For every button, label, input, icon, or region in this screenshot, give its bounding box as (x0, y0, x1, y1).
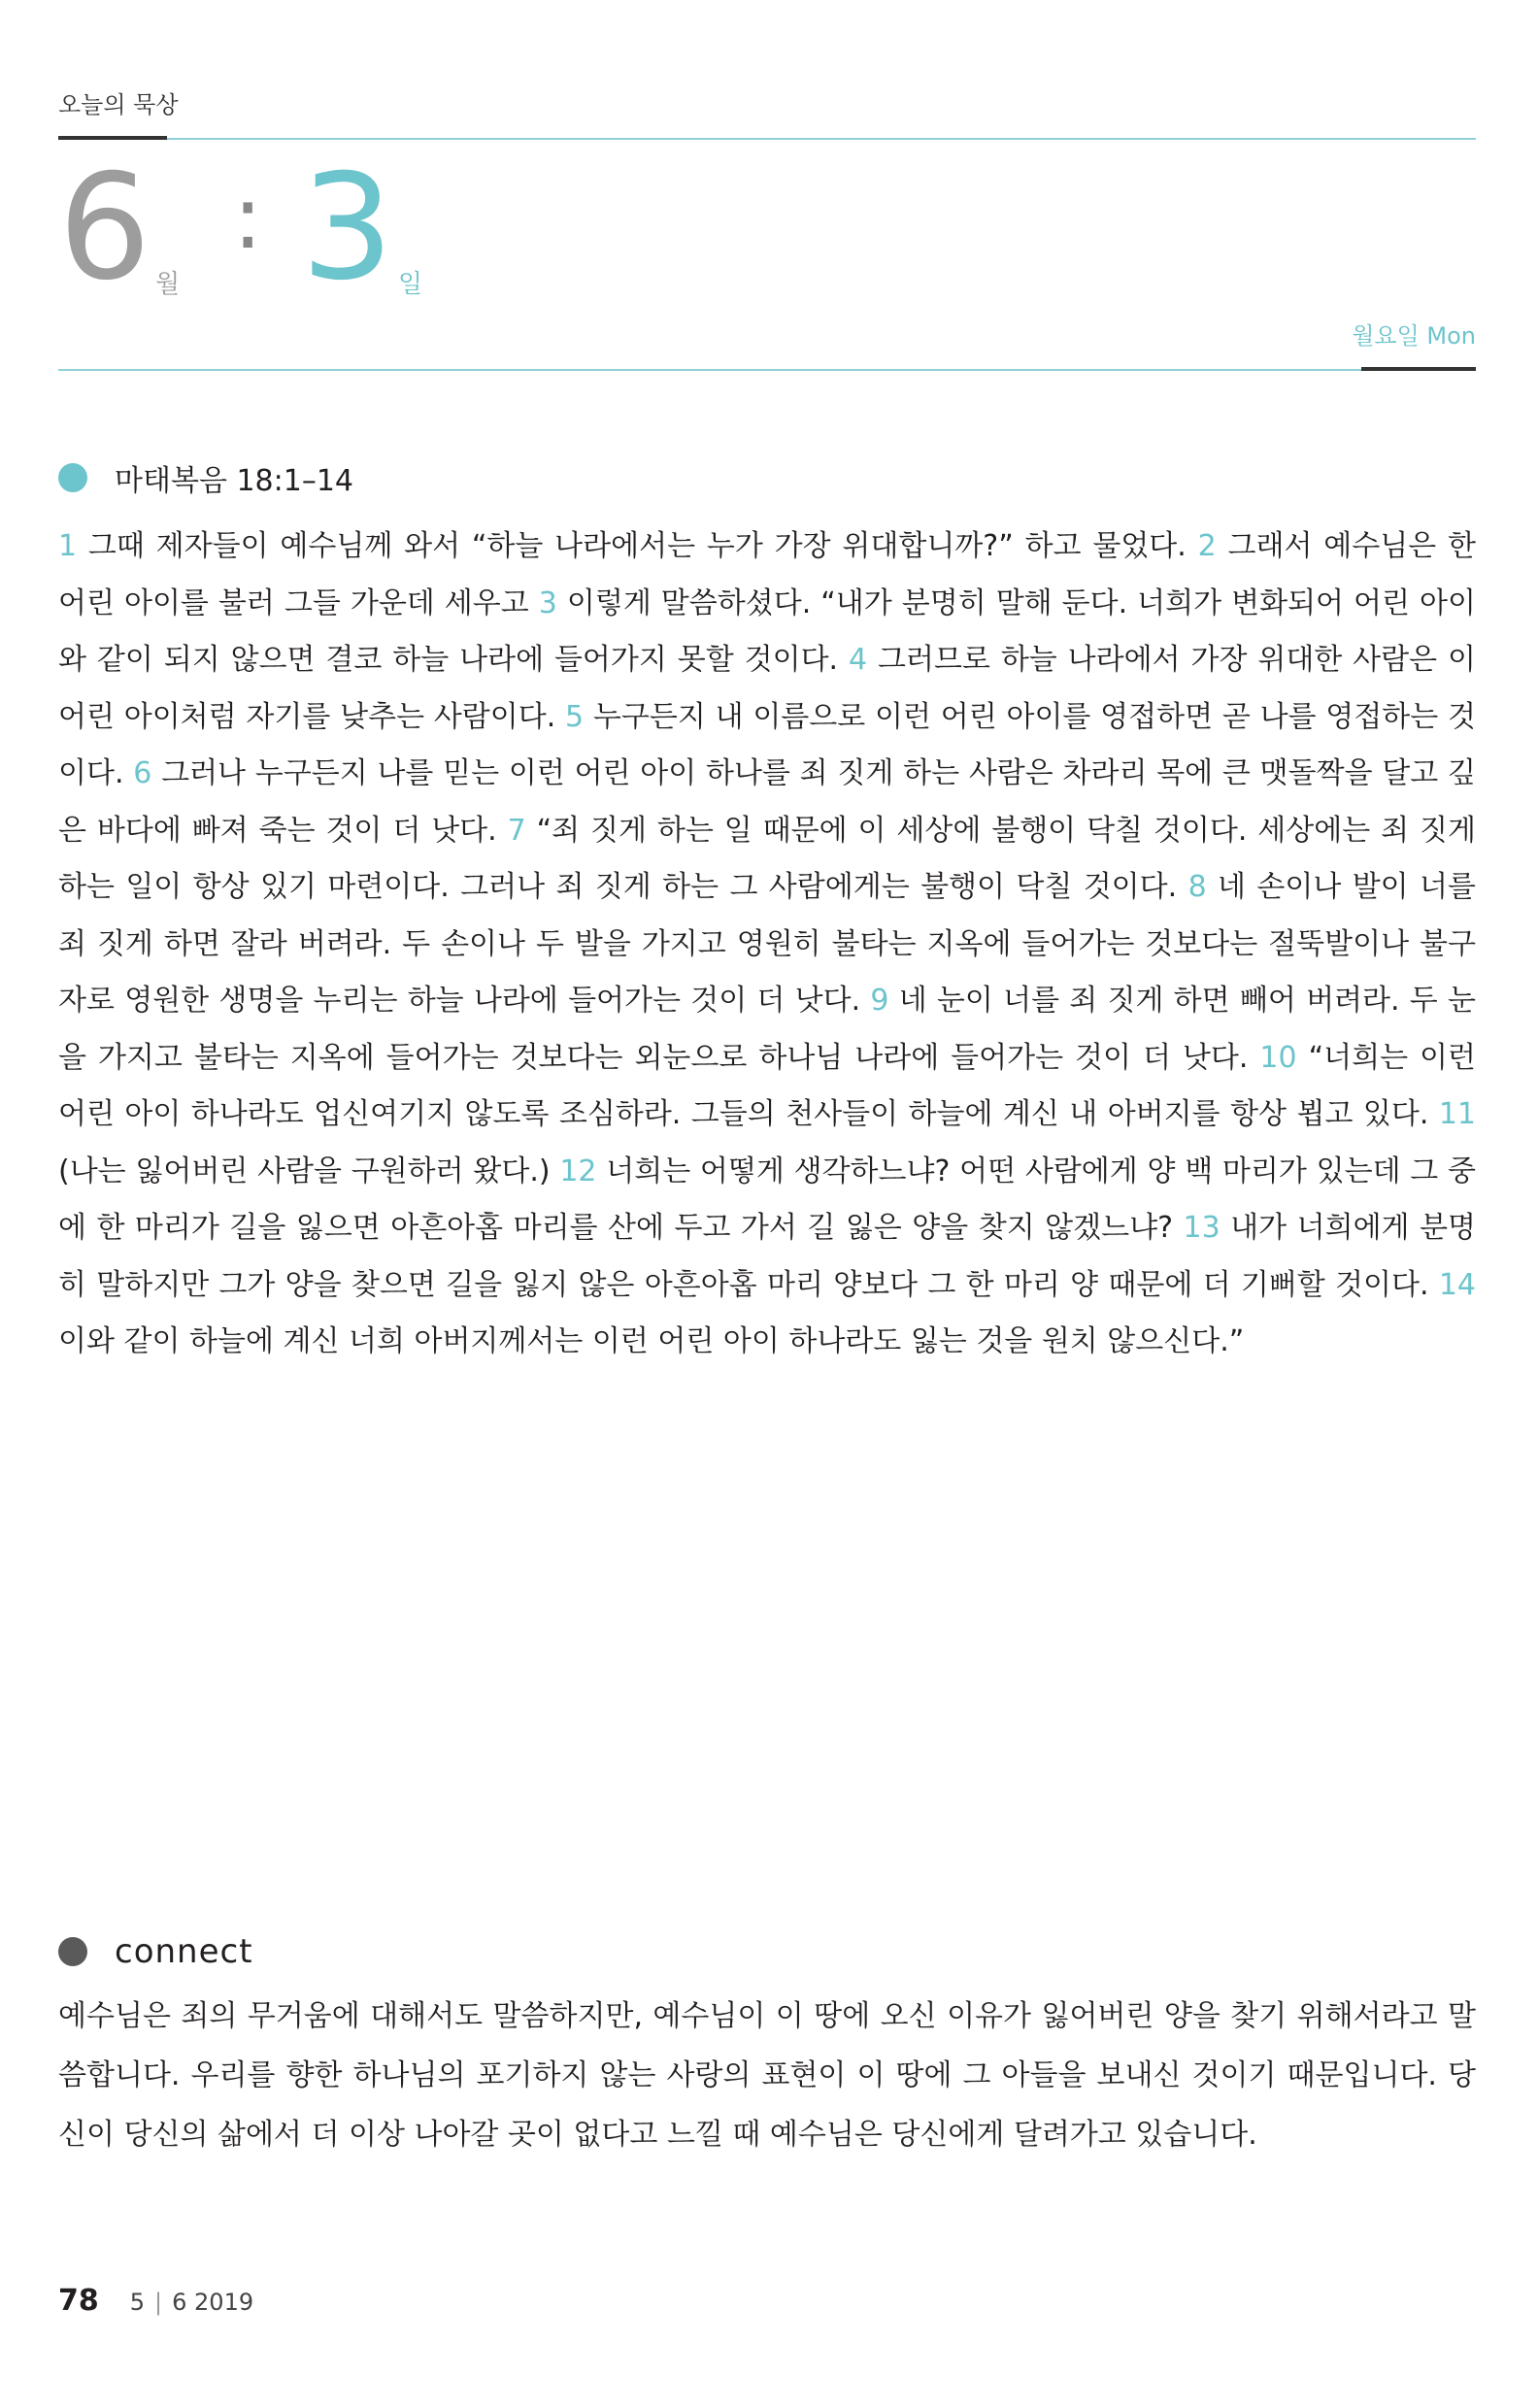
header-divider (167, 138, 1476, 140)
verse-number: 10 (1259, 1040, 1297, 1075)
page-footer (58, 2284, 253, 2318)
connect-paragraph: 예수님은 죄의 무거움에 대해서도 말씀하지만, 예수님이 이 땅에 오신 이유가 잃어버린 양을 찾기 위해서라고 말씀합니다. 우리를 향한 하나님의 포기하지 않는 사랑의 표현이 이 땅에 그 아들을 보내신 것이기 때문입니다. 당신이 당신의 삶에서 더 이상 나아갈 곳이 없다고 느낄 때 예수님은 당신에게 달려가고 있습니다. (58, 1999, 1476, 2152)
verse-text: 그때 제자들이 예수님께 와서 “하늘 나라에서는 누가 가장 위대합니까?” 하고 물었다. (87, 529, 1187, 563)
verse-text: “죄 짓게 하는 일 때문에 이 세상에 불행이 닥칠 것이다. 세상에는 죄 짓게 하는 일이 항상 있기 마련이다. 그러나 죄 짓게 하는 그 사람에게는 불행이 닥칠 것이다. (58, 813, 1476, 904)
verse-text: 네 눈이 너를 죄 짓게 하면 빼어 버려라. 두 눈을 가지고 불타는 지옥에 들어가는 것보다는 외눈으로 하나님 나라에 들어가는 것이 더 낫다. (58, 984, 1476, 1075)
issue-month: 5 (129, 2289, 146, 2316)
verse-text: 그러므로 하늘 나라에서 가장 위대한 사람은 이 어린 아이처럼 자기를 낮추는 사람이다. (58, 643, 1476, 734)
verse-text: 네 손이나 발이 너를 죄 짓게 하면 잘라 버려라. 두 손이나 두 발을 가지고 영원히 불타는 지옥에 들어가는 것보다는 절뚝발이나 불구자로 영원한 생명을 누리는 하늘 나라에 들어가는 것이 더 낫다. (58, 870, 1476, 1018)
date-day-unit: 일 (398, 270, 423, 299)
verse-number: 2 (1197, 529, 1217, 563)
issue-label (130, 2289, 253, 2316)
page-number: 78 (58, 2284, 99, 2318)
weekday-label: 월요일 Mon (1352, 322, 1476, 350)
verse-number: 7 (507, 813, 526, 848)
date-day: 3 (301, 144, 394, 313)
date-colon: : (233, 167, 263, 269)
verse-number: 11 (1438, 1097, 1477, 1131)
verse-text: 이와 같이 하늘에 계신 너희 아버지께서는 이런 어린 아이 하나라도 잃는 것을 원치 않으신다.” (58, 1324, 1245, 1358)
verse-text: 그러나 누구든지 나를 믿는 이런 어린 아이 하나를 죄 짓게 하는 사람은 차라리 목에 큰 맷돌짝을 달고 깊은 바다에 빠져 죽는 것이 더 낫다. (58, 756, 1476, 848)
teal-bullet-icon (58, 463, 87, 492)
connect-title: connect (115, 1932, 253, 1971)
verse-text: 이렇게 말씀하셨다. “내가 분명히 말해 둔다. 너희가 변화되어 어린 아이와 같이 되지 않으면 결코 하늘 나라에 들어가지 못할 것이다. (58, 585, 1476, 677)
verse-number: 4 (849, 643, 868, 677)
scripture-passage (58, 518, 1476, 1371)
date-month: 6 (58, 144, 151, 313)
date-accent-rule (1361, 367, 1476, 371)
verse-number: 12 (559, 1154, 597, 1188)
header-accent-rule (58, 136, 167, 140)
issue-separator: | (154, 2289, 163, 2316)
scripture-reference: 마태복음 18:1–14 (115, 464, 353, 498)
verse-number: 3 (538, 585, 557, 620)
verse-text: 그래서 예수님은 한 어린 아이를 불러 그들 가운데 세우고 (58, 529, 1476, 620)
verse-number: 13 (1183, 1211, 1220, 1245)
verse-text: (나는 잃어버린 사람을 구원하러 왔다.) (58, 1154, 551, 1188)
verse-number: 1 (58, 529, 78, 563)
date-month-unit: 월 (155, 270, 181, 299)
issue-year: 6 2019 (172, 2289, 254, 2316)
verse-number: 8 (1187, 870, 1207, 904)
verse-number: 5 (565, 699, 585, 734)
verse-text: 내가 너희에게 분명히 말하지만 그가 양을 찾으면 길을 잃지 않은 아흔아홉 마리 양보다 그 한 마리 양 때문에 더 기뻐할 것이다. (58, 1211, 1476, 1302)
verse-text: 너희는 어떻게 생각하느냐? 어떤 사람에게 양 백 마리가 있는데 그 중에 한 마리가 길을 잃으면 아흔아홉 마리를 산에 두고 가서 길 잃은 양을 찾지 않겠느냐? (58, 1154, 1476, 1245)
passage-heading (58, 456, 353, 499)
verse-text: “너희는 이런 어린 아이 하나라도 업신여기지 않도록 조심하라. 그들의 천사들이 하늘에 계신 내 아버지를 항상 뵙고 있다. (58, 1040, 1477, 1131)
gray-bullet-icon (58, 1937, 87, 1966)
verse-number: 14 (1438, 1267, 1476, 1302)
verse-number: 9 (870, 984, 889, 1018)
connect-heading (58, 1932, 253, 1971)
section-label: 오늘의 묵상 (58, 91, 179, 118)
date-divider (58, 369, 1361, 371)
verse-text: 누구든지 내 이름으로 이런 어린 아이를 영접하면 곧 나를 영접하는 것이다. (58, 699, 1476, 790)
verse-number: 6 (133, 756, 152, 790)
